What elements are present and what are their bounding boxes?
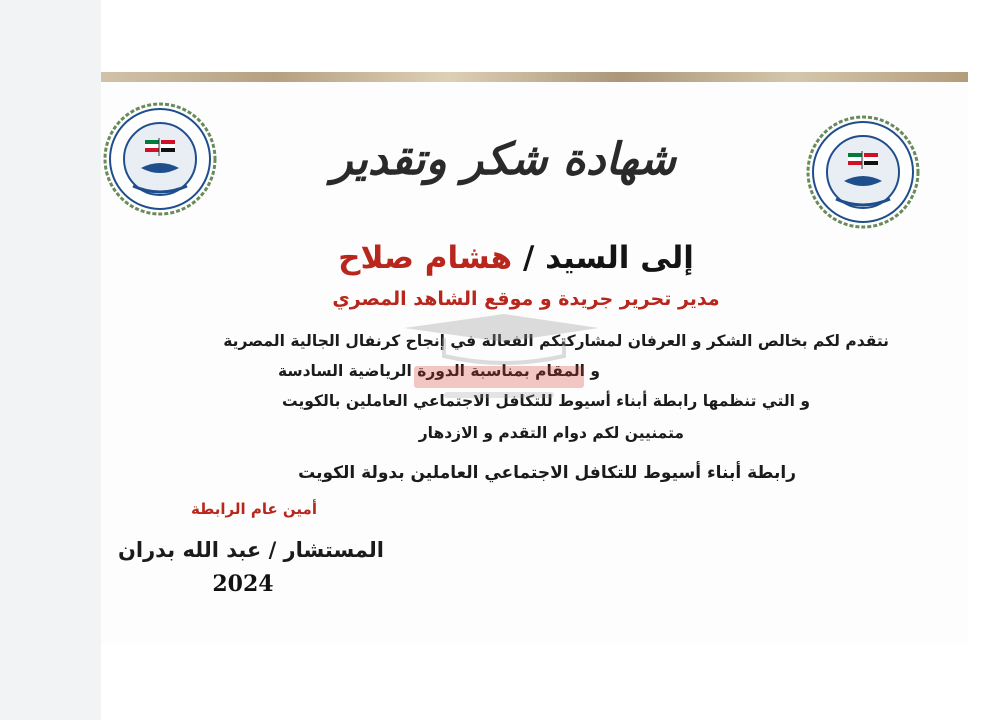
- body-text-line-2: و المقام بمناسبة الدورة الرياضية السادسة: [277, 362, 600, 380]
- page-left-margin: [0, 0, 101, 720]
- certificate-title: شهادة شكر وتقدير: [331, 134, 676, 185]
- secretary-general-title: أمين عام الرابطة: [191, 500, 317, 518]
- association-seal-left-icon: [103, 102, 217, 216]
- ornamental-top-border: [101, 72, 968, 82]
- recipient-line: [281, 237, 751, 279]
- recipient-prefix: إلى السيد /: [512, 240, 694, 276]
- body-text-line-3: و التي تنظمها رابطة أبناء أسيوط للتكافل الاجتماعي العاملين بالكويت: [282, 392, 810, 410]
- recipient-role: مدير تحرير جريدة و موقع الشاهد المصري: [332, 288, 720, 310]
- association-seal-right-icon: [806, 115, 920, 229]
- signatory-name: المستشار / عبد الله بدران: [117, 538, 384, 562]
- newspaper-watermark-icon: [384, 308, 614, 408]
- recipient-name: هشام صلاح: [338, 240, 513, 276]
- certificate-year: 2024: [212, 571, 274, 597]
- body-text-line-1: نتقدم لكم بخالص الشكر و العرفان لمشاركتكم الفعالة في إنجاح كرنفال الجالية المصرية: [223, 332, 889, 350]
- certificate-document: [101, 72, 968, 644]
- association-name: رابطة أبناء أسيوط للتكافل الاجتماعي العاملين بدولة الكويت: [298, 463, 796, 483]
- body-text-line-4: متمنيين لكم دوام التقدم و الازدهار: [418, 424, 684, 442]
